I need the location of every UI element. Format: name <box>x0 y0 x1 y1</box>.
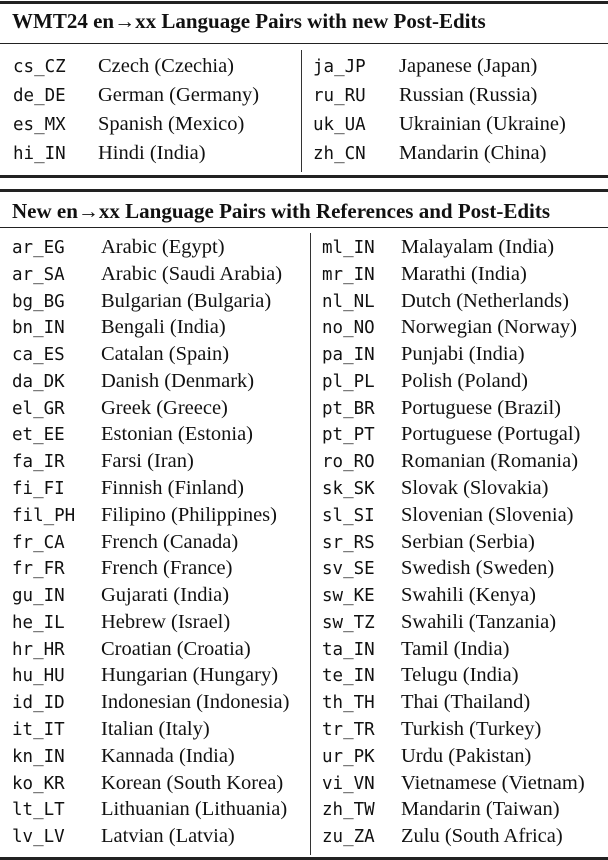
table-row <box>0 745 608 771</box>
language-name: Japanese (Japan) <box>399 55 538 77</box>
language-code: gu_IN <box>12 586 65 607</box>
language-code: fa_IR <box>12 452 65 473</box>
table-row <box>0 664 608 690</box>
language-name: Finnish (Finland) <box>101 477 244 500</box>
section-separator-rule <box>0 175 608 178</box>
language-name: Mandarin (Taiwan) <box>401 798 560 821</box>
top-rule <box>0 1 608 4</box>
language-code: ru_RU <box>313 86 366 106</box>
table-row <box>0 263 608 289</box>
language-name: Romanian (Romania) <box>401 450 579 473</box>
table-row <box>0 477 608 503</box>
language-code: fr_FR <box>12 559 65 580</box>
language-name: Indonesian (Indonesia) <box>101 691 290 714</box>
language-code: ur_PK <box>322 746 375 767</box>
language-name: Malayalam (India) <box>401 236 555 258</box>
language-name: Norwegian (Norway) <box>401 316 577 339</box>
language-code: hu_HU <box>12 666 65 687</box>
language-name: Hungarian (Hungary) <box>101 664 279 687</box>
table-row <box>0 798 608 824</box>
table-row <box>0 504 608 530</box>
language-code: lv_LV <box>12 827 65 848</box>
language-name: Farsi (Iran) <box>101 450 194 473</box>
language-code: bg_BG <box>12 291 65 312</box>
language-name: Swahili (Tanzania) <box>401 610 557 633</box>
section1-header-rule <box>0 43 608 44</box>
language-code: id_ID <box>12 693 65 714</box>
language-name: French (France) <box>101 557 233 580</box>
language-name: Estonian (Estonia) <box>101 423 254 446</box>
section2-title: New en→xx Language Pairs with References and Post-Edits <box>12 199 551 223</box>
language-name: Swahili (Kenya) <box>401 584 536 607</box>
language-code: ar_SA <box>12 264 65 285</box>
table-row <box>0 450 608 476</box>
section1-title: WMT24 en→xx Language Pairs with new Post-Edits <box>12 9 486 33</box>
language-code: ca_ES <box>12 345 65 366</box>
language-name: Ukrainian (Ukraine) <box>399 113 566 135</box>
language-name: Spanish (Mexico) <box>98 113 245 135</box>
language-name: Hindi (India) <box>98 142 206 164</box>
language-code: bn_IN <box>12 318 65 339</box>
language-code: hi_IN <box>13 144 66 164</box>
language-name: Portuguese (Brazil) <box>401 396 561 419</box>
language-code: hr_HR <box>12 639 65 660</box>
section2-top-rule <box>0 189 608 192</box>
language-code: sl_SI <box>322 505 375 526</box>
table-row <box>0 370 608 396</box>
language-code: lt_LT <box>12 800 65 821</box>
language-name: Portuguese (Portugal) <box>401 423 581 446</box>
language-code: de_DE <box>13 86 66 106</box>
language-code: zu_ZA <box>322 827 375 848</box>
language-name: Tamil (India) <box>401 637 510 660</box>
language-code: el_GR <box>12 398 65 419</box>
language-name: Mandarin (China) <box>399 142 547 164</box>
language-name: Thai (Thailand) <box>401 691 531 714</box>
language-code: ko_KR <box>12 773 65 794</box>
table-row <box>0 718 608 744</box>
language-code: tr_TR <box>322 720 375 741</box>
language-code: fi_FI <box>12 479 65 500</box>
table-row <box>0 584 608 610</box>
language-name: Turkish (Turkey) <box>401 718 542 741</box>
language-name: Russian (Russia) <box>399 84 538 106</box>
language-code: ta_IN <box>322 639 375 660</box>
language-code: pt_BR <box>322 398 375 419</box>
language-code: es_MX <box>13 115 66 135</box>
table-row <box>0 142 608 168</box>
language-name: Greek (Greece) <box>101 396 228 419</box>
language-code: ro_RO <box>322 452 375 473</box>
language-name: Catalan (Spain) <box>101 343 230 366</box>
language-name: Latvian (Latvia) <box>101 825 235 848</box>
language-code: cs_CZ <box>13 57 66 77</box>
language-name: Croatian (Croatia) <box>101 637 251 660</box>
language-code: vi_VN <box>322 773 375 794</box>
language-code: ja_JP <box>313 57 366 77</box>
language-name: Filipino (Philippines) <box>101 503 277 526</box>
table-row <box>0 691 608 717</box>
language-code: ml_IN <box>322 238 375 258</box>
language-code: uk_UA <box>313 115 366 135</box>
table-row <box>0 316 608 342</box>
language-code: he_IL <box>12 612 65 633</box>
language-code: da_DK <box>12 371 65 392</box>
language-name: Dutch (Netherlands) <box>401 289 569 312</box>
language-name: Italian (Italy) <box>101 718 210 741</box>
table-row <box>0 638 608 664</box>
language-name: Kannada (India) <box>101 744 235 767</box>
language-name: Serbian (Serbia) <box>401 530 535 553</box>
table-row <box>0 290 608 316</box>
language-name: Bulgarian (Bulgaria) <box>101 289 272 312</box>
language-code: zh_TW <box>322 800 375 821</box>
language-code: sw_TZ <box>322 612 375 633</box>
language-name: Arabic (Egypt) <box>101 236 225 258</box>
bottom-rule <box>0 857 608 860</box>
table-row <box>0 397 608 423</box>
language-code: mr_IN <box>322 264 375 285</box>
language-code: sk_SK <box>322 479 375 500</box>
language-name: Urdu (Pakistan) <box>401 744 532 767</box>
table-row <box>0 825 608 851</box>
language-name: German (Germany) <box>98 84 260 106</box>
language-code: fr_CA <box>12 532 65 553</box>
language-code: no_NO <box>322 318 375 339</box>
table-row <box>0 55 608 81</box>
language-name: Bengali (India) <box>101 316 226 339</box>
table-row <box>0 611 608 637</box>
language-code: ar_EG <box>12 238 65 258</box>
table-row <box>0 772 608 798</box>
table-row <box>0 343 608 369</box>
section2-header-rule <box>0 227 608 228</box>
table-row <box>0 557 608 583</box>
table-row <box>0 236 608 262</box>
language-name: Polish (Poland) <box>401 369 528 392</box>
language-name: Punjabi (India) <box>401 343 525 366</box>
language-name: Arabic (Saudi Arabia) <box>101 262 283 285</box>
language-name: Korean (South Korea) <box>101 771 284 794</box>
language-name: French (Canada) <box>101 530 239 553</box>
language-code: sv_SE <box>322 559 375 580</box>
language-name: Slovak (Slovakia) <box>401 477 549 500</box>
language-code: pl_PL <box>322 371 375 392</box>
language-name: Czech (Czechia) <box>98 55 235 77</box>
table-row <box>0 531 608 557</box>
language-name: Marathi (India) <box>401 262 527 285</box>
language-code: kn_IN <box>12 746 65 767</box>
language-code: fil_PH <box>12 505 76 526</box>
language-code: zh_CN <box>313 144 366 164</box>
language-code: th_TH <box>322 693 375 714</box>
language-code: pt_PT <box>322 425 375 446</box>
table-row <box>0 84 608 110</box>
language-code: et_EE <box>12 425 65 446</box>
language-code: sw_KE <box>322 586 375 607</box>
language-name: Slovenian (Slovenia) <box>401 503 574 526</box>
language-name: Danish (Denmark) <box>101 369 255 392</box>
table-row <box>0 423 608 449</box>
language-name: Zulu (South Africa) <box>401 825 563 848</box>
language-code: te_IN <box>322 666 375 687</box>
language-name: Telugu (India) <box>401 664 519 687</box>
language-code: sr_RS <box>322 532 375 553</box>
language-code: pa_IN <box>322 345 375 366</box>
table-row <box>0 113 608 139</box>
language-code: nl_NL <box>322 291 375 312</box>
language-name: Gujarati (India) <box>101 584 230 607</box>
language-name: Vietnamese (Vietnam) <box>401 771 585 794</box>
language-code: it_IT <box>12 720 65 741</box>
language-name: Hebrew (Israel) <box>101 610 231 633</box>
language-name: Lithuanian (Lithuania) <box>101 798 288 821</box>
language-name: Swedish (Sweden) <box>401 557 555 580</box>
